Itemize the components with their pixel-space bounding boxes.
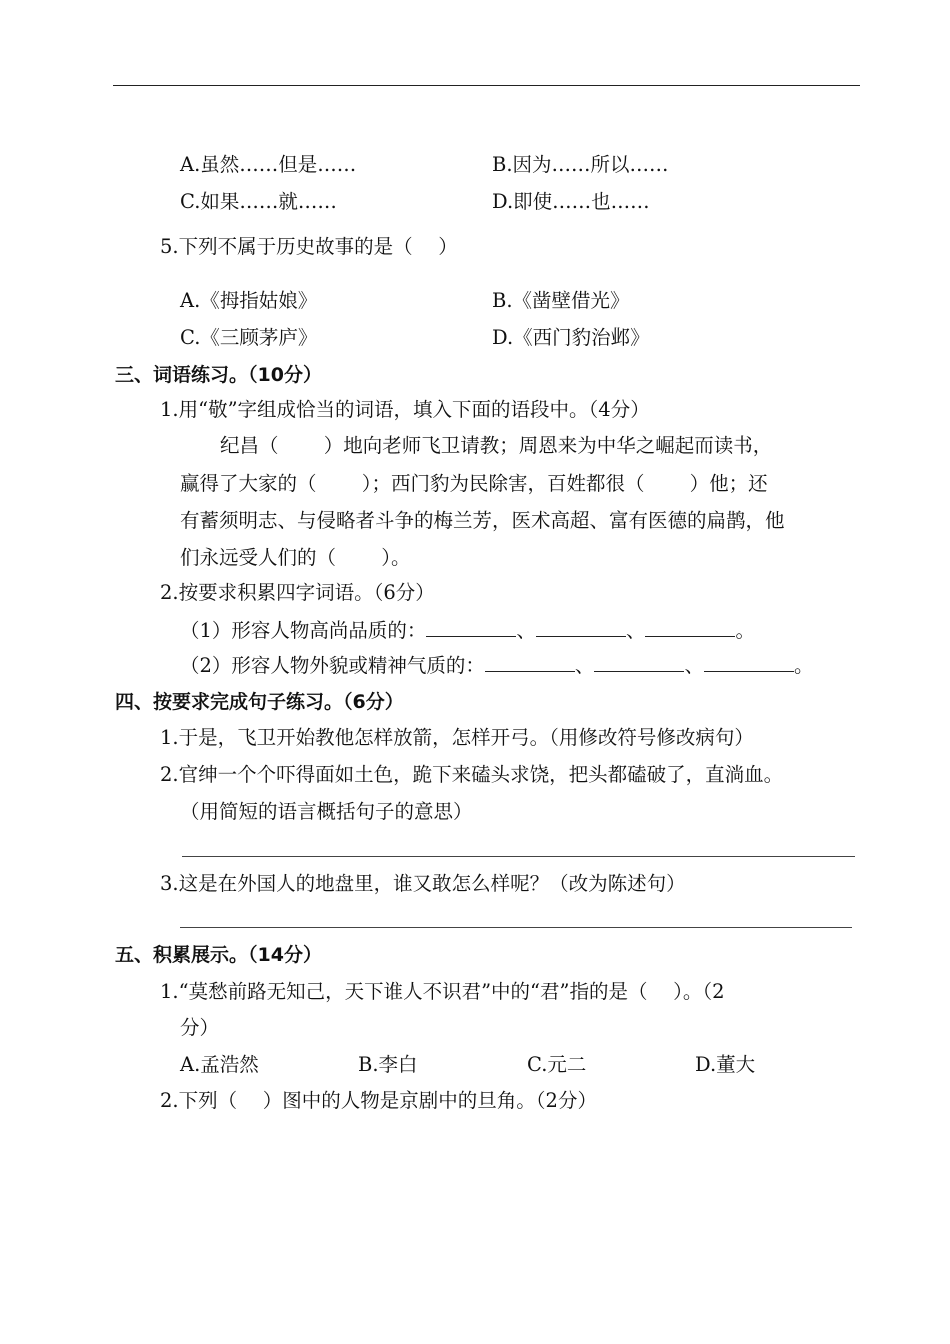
s3-q2-item1	[180, 618, 755, 644]
answer-blank[interactable]	[536, 618, 626, 637]
end-mark: 。	[793, 654, 814, 677]
answer-blank[interactable]	[594, 653, 684, 672]
separator: 、	[574, 654, 595, 677]
s4-q3: 3.这是在外国人的地盘里，谁又敢怎么样呢？（改为陈述句）	[160, 872, 686, 895]
s5-q1-line2: 分）	[180, 1016, 220, 1039]
section5-heading: 五、积累展示。（14分）	[115, 944, 322, 966]
s3-q2-item2-label: （2）形容人物外貌或精神气质的：	[180, 654, 485, 677]
separator: 、	[684, 654, 704, 677]
s4-q3-answer-line[interactable]	[180, 927, 852, 928]
s3-q1-passage-line2: 赢得了大家的（ ）；西门豹为民除害，百姓都很（ ）他；还	[180, 472, 768, 495]
q5-stem: 5.下列不属于历史故事的是（ ）	[160, 235, 458, 258]
q4-option-d: D.即使……也……	[492, 190, 650, 213]
s3-q1-passage-line1: 纪昌（ ）地向老师飞卫请教；周恩来为中华之崛起而读书，	[220, 434, 773, 457]
separator: 、	[625, 619, 646, 642]
section3-heading: 三、词语练习。（10分）	[115, 364, 322, 386]
s4-q1: 1.于是，飞卫开始教他怎样放箭，怎样开弓。（用修改符号修改病句）	[160, 726, 754, 749]
q5-option-c: C.《三顾茅庐》	[180, 326, 318, 349]
q5-option-b: B.《凿壁借光》	[492, 289, 630, 312]
s5-q1-option-a: A.孟浩然	[180, 1053, 259, 1076]
s5-q1-option-c: C.元二	[527, 1053, 587, 1076]
s5-q2: 2.下列（ ）图中的人物是京剧中的旦角。（2分）	[160, 1089, 597, 1112]
s5-q1-line1: 1.“莫愁前路无知己，天下谁人不识君”中的“君”指的是（ ）。（2	[160, 980, 725, 1003]
s4-q2-line2: （用简短的语言概括句子的意思）	[180, 800, 473, 823]
s3-q1-passage-line4: 们永远受人们的（ ）。	[180, 546, 411, 569]
s4-q2-line1: 2.官绅一个个吓得面如土色，跪下来磕头求饶，把头都磕破了，直淌血。	[160, 763, 784, 786]
s3-q2-item2	[180, 653, 813, 679]
separator: 、	[516, 619, 536, 642]
q5-option-d: D.《西门豹治邺》	[492, 326, 650, 349]
q4-option-b: B.因为……所以……	[492, 153, 669, 176]
section4-heading: 四、按要求完成句子练习。（6分）	[115, 691, 404, 713]
s5-q1-option-b: B.李白	[358, 1053, 418, 1076]
s3-q1-stem: 1.用“敬”字组成恰当的词语，填入下面的语段中。（4分）	[160, 398, 650, 421]
q4-option-c: C.如果……就……	[180, 190, 337, 213]
end-mark: 。	[735, 619, 755, 642]
q5-option-a: A.《拇指姑娘》	[180, 289, 318, 312]
s3-q2-item1-label: （1）形容人物高尚品质的：	[180, 619, 427, 642]
q4-option-a: A.虽然……但是……	[180, 153, 357, 176]
s4-q2-answer-line[interactable]	[182, 856, 855, 857]
answer-blank[interactable]	[704, 653, 794, 672]
s3-q1-passage-line3: 有蓄须明志、与侵略者斗争的梅兰芳，医术高超、富有医德的扁鹊，他	[180, 509, 785, 532]
answer-blank[interactable]	[645, 618, 735, 637]
answer-blank[interactable]	[485, 653, 575, 672]
header-rule	[113, 85, 860, 86]
s3-q2-stem: 2.按要求积累四字词语。（6分）	[160, 581, 435, 604]
answer-blank[interactable]	[426, 618, 516, 637]
s5-q1-option-d: D.董大	[695, 1053, 756, 1076]
